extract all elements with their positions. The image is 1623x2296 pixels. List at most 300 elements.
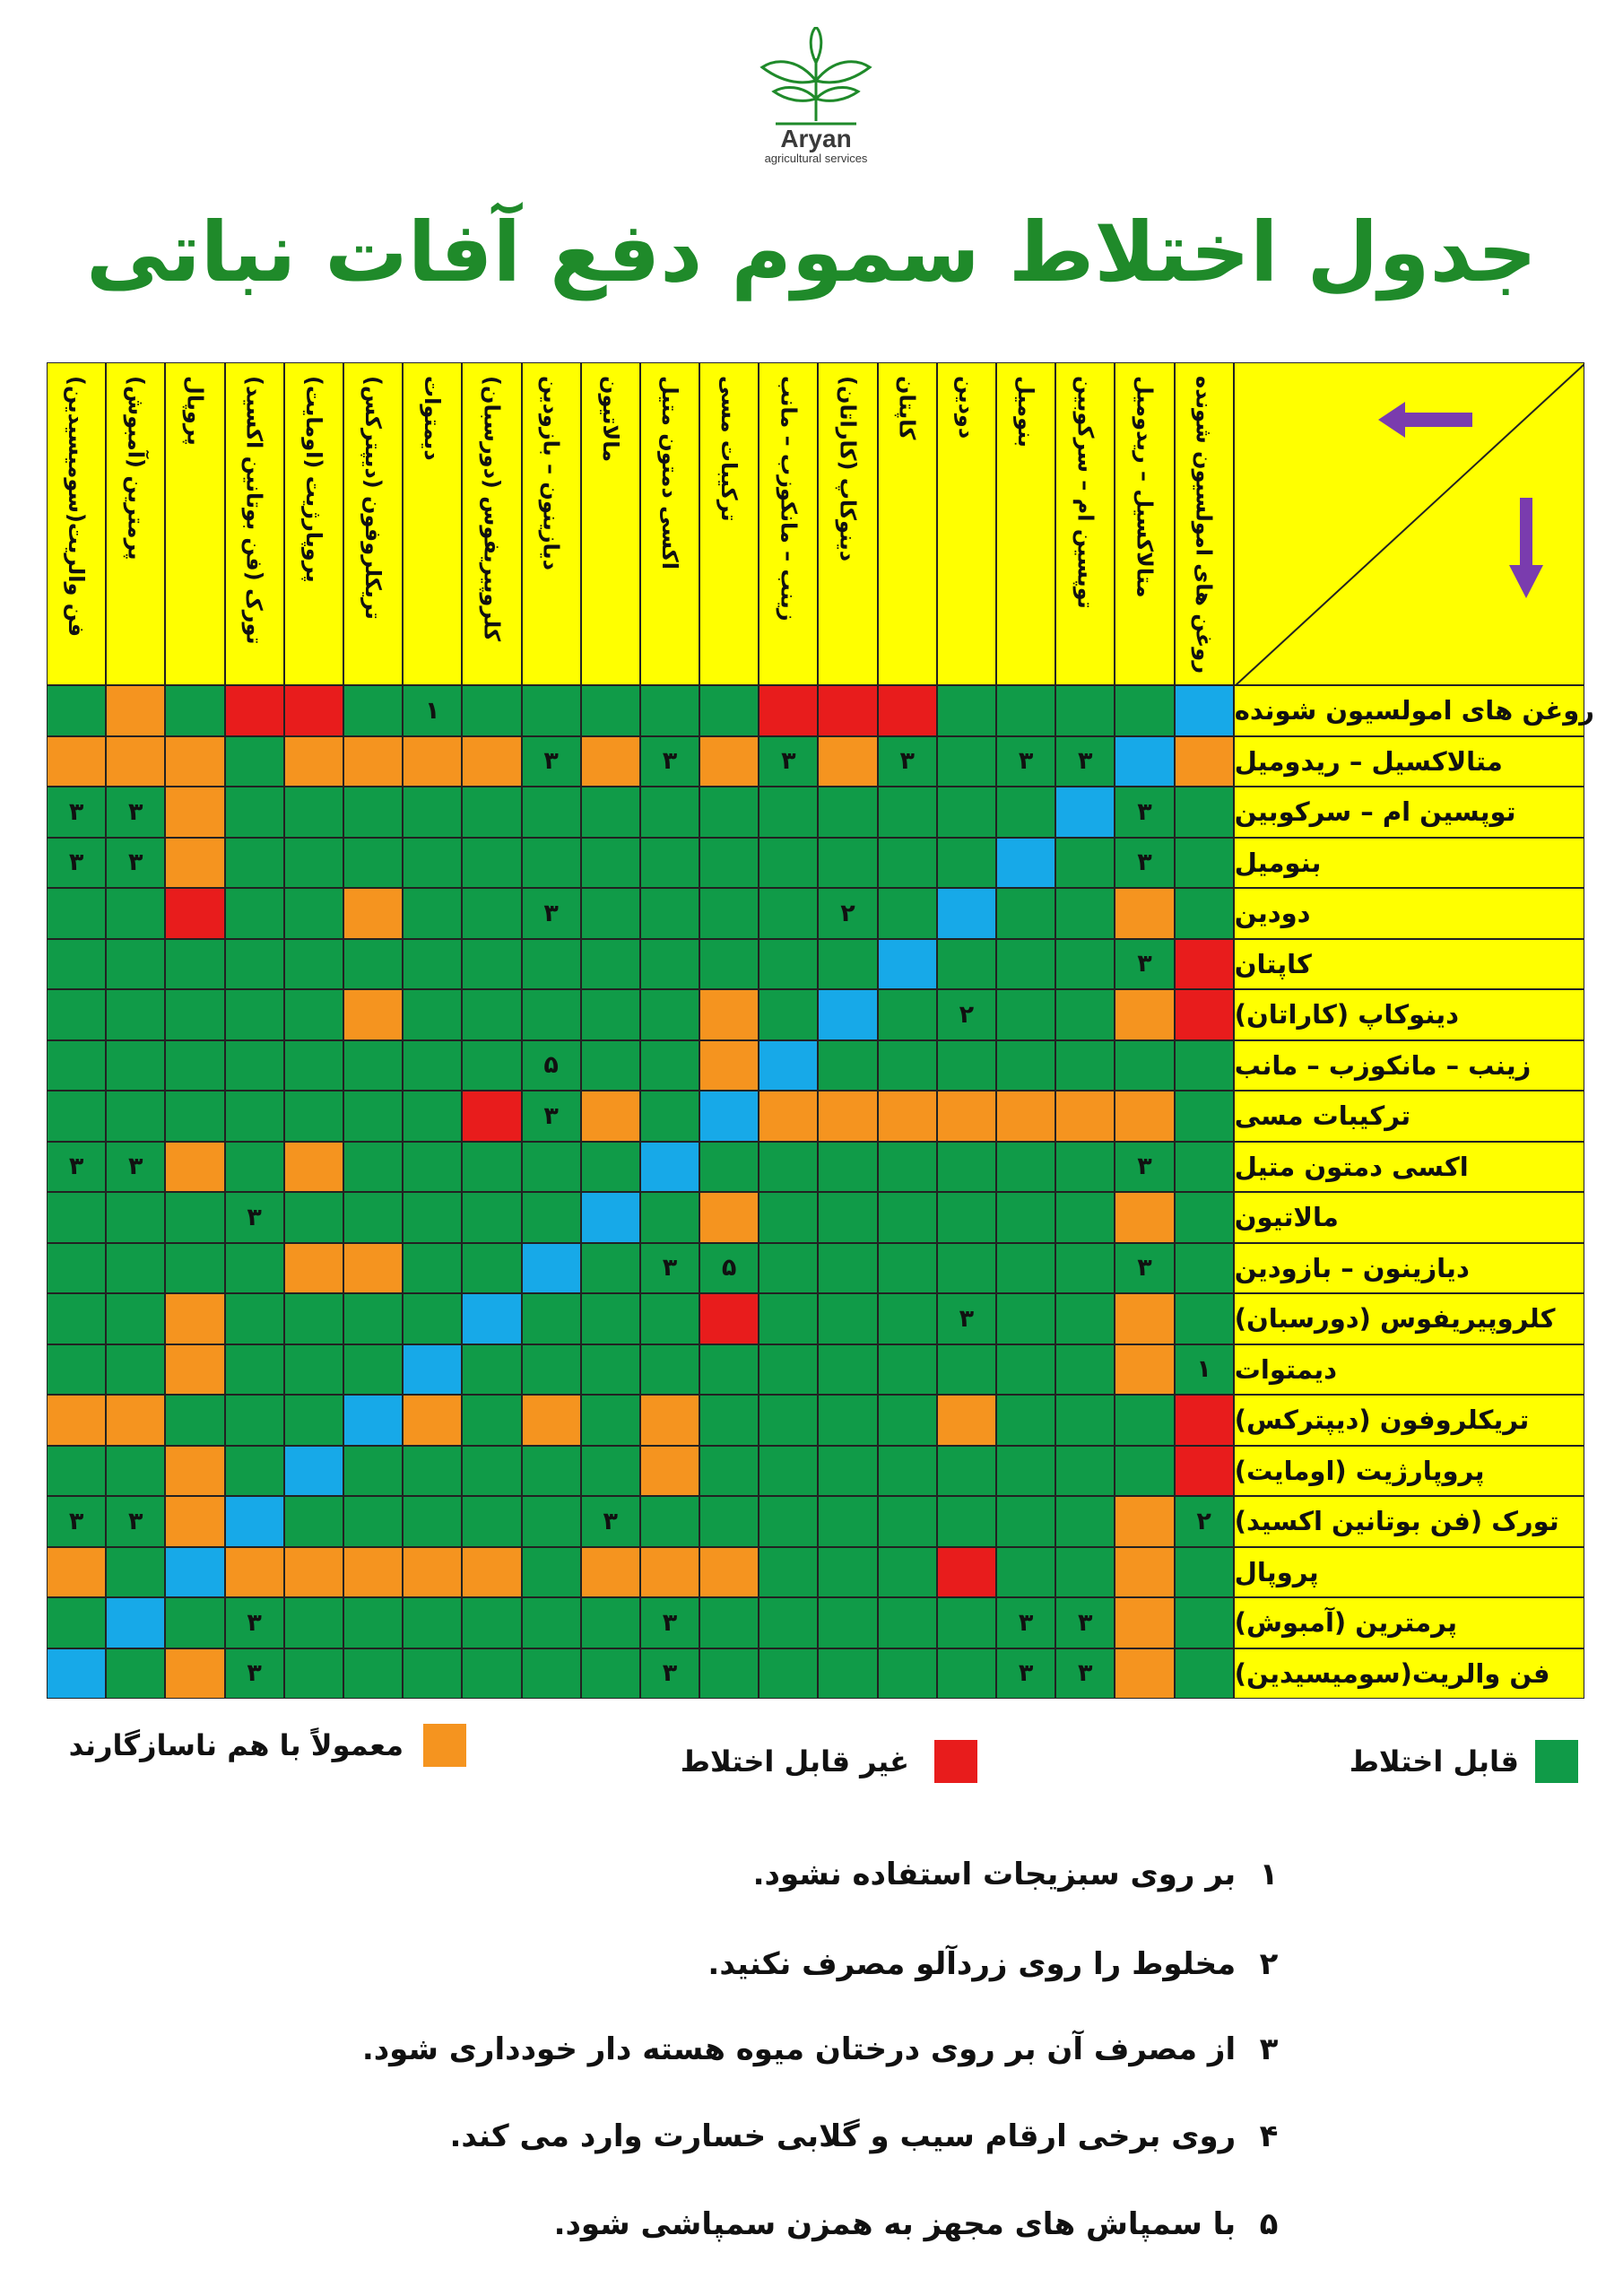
matrix-cell (1175, 989, 1234, 1040)
matrix-cell (522, 1293, 581, 1344)
matrix-cell (640, 736, 699, 787)
matrix-cell (522, 838, 581, 889)
matrix-cell (759, 1344, 818, 1396)
matrix-cell (699, 1293, 759, 1344)
matrix-cell (878, 787, 937, 838)
legend-incompatible (681, 1740, 977, 1783)
matrix-cell (403, 1496, 462, 1547)
matrix-cell (818, 1040, 877, 1091)
matrix-cell (462, 1344, 521, 1396)
row-header: زینب – مانکوزب – مانب (1234, 1040, 1584, 1091)
matrix-cell (106, 1293, 165, 1344)
matrix-cell (47, 1648, 106, 1700)
matrix-cell (640, 1547, 699, 1598)
matrix-cell (225, 1040, 284, 1091)
matrix-cell (165, 1344, 224, 1396)
page-title: جدول اختلاط سموم دفع آفات نباتی (86, 204, 1537, 300)
matrix-cell (699, 1192, 759, 1243)
cell-note-number: ۳ (899, 747, 915, 776)
cell-note-number: ۲ (840, 899, 855, 927)
matrix-cell (581, 1496, 640, 1547)
matrix-cell (343, 1243, 403, 1294)
matrix-cell (937, 989, 996, 1040)
row-header: دودین (1234, 888, 1584, 939)
matrix-cell (1055, 1040, 1115, 1091)
matrix-cell (937, 736, 996, 787)
matrix-cell (937, 1446, 996, 1497)
matrix-cell (47, 736, 106, 787)
column-header-label: روغن های امولسیون شونده (1191, 376, 1217, 674)
matrix-cell (462, 1293, 521, 1344)
matrix-cell (699, 989, 759, 1040)
matrix-cell (640, 685, 699, 736)
matrix-cell (640, 787, 699, 838)
matrix-cell (937, 1597, 996, 1648)
matrix-cell (225, 1091, 284, 1142)
matrix-cell (284, 1091, 343, 1142)
matrix-cell (343, 1091, 403, 1142)
cell-note-number: ۱ (1196, 1355, 1211, 1384)
column-header (165, 362, 224, 685)
matrix-cell (403, 838, 462, 889)
matrix-cell (937, 1547, 996, 1598)
matrix-cell (878, 1040, 937, 1091)
column-header (47, 362, 106, 685)
matrix-cell (1055, 736, 1115, 787)
matrix-cell (284, 1243, 343, 1294)
matrix-cell (699, 1091, 759, 1142)
matrix-cell (522, 736, 581, 787)
matrix-cell (878, 1192, 937, 1243)
cell-note-number: ۳ (662, 1608, 678, 1637)
matrix-cell (878, 838, 937, 889)
matrix-cell (1055, 1192, 1115, 1243)
matrix-cell (996, 989, 1055, 1040)
legend-compatible (1350, 1740, 1578, 1783)
matrix-cell (284, 1395, 343, 1446)
column-header-label: پروپارژیت (اومایت) (300, 376, 326, 583)
matrix-cell (699, 1395, 759, 1446)
matrix-cell (462, 1597, 521, 1648)
note-4 (449, 2118, 1291, 2154)
column-header-label: اکسی دمتون متیل (656, 376, 682, 570)
matrix-cell (1115, 736, 1174, 787)
matrix-cell (522, 1496, 581, 1547)
matrix-cell (1055, 1496, 1115, 1547)
matrix-cell (343, 989, 403, 1040)
matrix-cell (699, 888, 759, 939)
matrix-cell (403, 1142, 462, 1193)
matrix-cell (996, 1142, 1055, 1193)
matrix-cell (699, 1142, 759, 1193)
cell-note-number: ۳ (68, 1507, 84, 1535)
matrix-cell (937, 1040, 996, 1091)
matrix-cell (996, 1293, 1055, 1344)
matrix-cell (996, 888, 1055, 939)
matrix-cell (996, 1344, 1055, 1396)
column-header-label: ترکیبات مسی (716, 376, 742, 522)
matrix-cell (581, 1293, 640, 1344)
matrix-cell (225, 1293, 284, 1344)
matrix-cell (1055, 1344, 1115, 1396)
matrix-cell (462, 1648, 521, 1700)
matrix-cell (818, 1344, 877, 1396)
matrix-cell (937, 939, 996, 990)
matrix-cell (403, 1192, 462, 1243)
matrix-cell (818, 1091, 877, 1142)
matrix-cell (1175, 1446, 1234, 1497)
arrow-left-icon (1378, 402, 1472, 438)
column-header (937, 362, 996, 685)
cell-note-number: ۳ (1137, 1254, 1152, 1283)
matrix-cell (759, 1648, 818, 1700)
note-text: از مصرف آن بر روی درختان میوه هسته دار خودداری شود. (361, 2031, 1237, 2067)
matrix-cell (522, 1192, 581, 1243)
matrix-cell (403, 989, 462, 1040)
matrix-cell (47, 1293, 106, 1344)
matrix-cell (699, 939, 759, 990)
matrix-cell (640, 1344, 699, 1396)
matrix-cell (403, 736, 462, 787)
cell-note-number: ۳ (1137, 1152, 1152, 1181)
row-header: متالاکسیل – ریدومیل (1234, 736, 1584, 787)
matrix-cell (1115, 1040, 1174, 1091)
matrix-cell (937, 1648, 996, 1700)
row-header: ترکیبات مسی (1234, 1091, 1584, 1142)
cell-note-number: ۳ (1078, 747, 1093, 776)
matrix-cell (284, 1597, 343, 1648)
column-header (818, 362, 877, 685)
matrix-cell (522, 989, 581, 1040)
matrix-cell (1115, 787, 1174, 838)
matrix-cell (165, 1142, 224, 1193)
matrix-cell (284, 1142, 343, 1193)
matrix-cell (818, 888, 877, 939)
matrix-cell (1055, 1547, 1115, 1598)
matrix-cell (759, 888, 818, 939)
cell-note-number: ۳ (68, 848, 84, 877)
matrix-cell (1115, 1091, 1174, 1142)
column-header-label: پروپال (182, 376, 208, 446)
matrix-cell (462, 1142, 521, 1193)
matrix-cell (462, 1192, 521, 1243)
matrix-cell (640, 888, 699, 939)
cell-note-number: ۳ (543, 899, 559, 927)
column-header-label: متالاکسیل – ریدومیل (1132, 376, 1158, 598)
matrix-cell (878, 1344, 937, 1396)
matrix-cell (937, 1142, 996, 1193)
matrix-cell (699, 838, 759, 889)
matrix-cell (462, 1446, 521, 1497)
matrix-cell (1055, 1091, 1115, 1142)
matrix-cell (165, 1446, 224, 1497)
matrix-cell (937, 1243, 996, 1294)
matrix-cell (403, 1648, 462, 1700)
matrix-cell (581, 1547, 640, 1598)
matrix-cell (343, 1142, 403, 1193)
note-text: بر روی سبزیجات استفاده نشود. (752, 1857, 1237, 1892)
matrix-cell (759, 1446, 818, 1497)
matrix-cell (47, 1395, 106, 1446)
matrix-cell (462, 1040, 521, 1091)
note-text: مخلوط را روی زردآلو مصرف نکنید. (707, 1946, 1237, 1982)
matrix-cell (581, 888, 640, 939)
matrix-cell (462, 939, 521, 990)
matrix-cell (225, 1496, 284, 1547)
legend-incompatible-swatch (934, 1740, 977, 1783)
matrix-cell (581, 1142, 640, 1193)
note-number: ۲ (1259, 1946, 1279, 1982)
matrix-cell (165, 1395, 224, 1446)
matrix-cell (759, 787, 818, 838)
matrix-cell (284, 1344, 343, 1396)
cell-note-number: ۳ (1078, 1608, 1093, 1637)
matrix-cell (1055, 1648, 1115, 1700)
matrix-cell (1055, 685, 1115, 736)
matrix-cell (1055, 1446, 1115, 1497)
matrix-cell (47, 787, 106, 838)
matrix-cell (1115, 685, 1174, 736)
matrix-cell (640, 939, 699, 990)
column-header-label: دینوکاپ (کاراتان) (835, 376, 861, 562)
arrow-down-icon (1509, 498, 1543, 598)
matrix-cell (759, 1395, 818, 1446)
matrix-cell (343, 1293, 403, 1344)
matrix-cell (284, 685, 343, 736)
column-header-label: فن والریت(سومیسیدین) (64, 376, 90, 638)
matrix-cell (699, 1648, 759, 1700)
matrix-cell (106, 1496, 165, 1547)
matrix-cell (878, 1597, 937, 1648)
matrix-cell (996, 1395, 1055, 1446)
column-header (462, 362, 521, 685)
row-header: فن والریت(سومیسیدین) (1234, 1648, 1584, 1700)
matrix-cell (165, 1040, 224, 1091)
matrix-cell (878, 1243, 937, 1294)
matrix-cell (462, 1091, 521, 1142)
cell-note-number: ۵ (721, 1254, 737, 1283)
matrix-cell (937, 1395, 996, 1446)
cell-note-number: ۲ (1196, 1507, 1211, 1535)
matrix-cell (225, 1192, 284, 1243)
matrix-cell (1175, 1040, 1234, 1091)
matrix-cell (284, 888, 343, 939)
legend-usually-incompatible-label: معمولاً با هم ناسازگارند (68, 1728, 404, 1762)
matrix-cell (1055, 888, 1115, 939)
column-header (343, 362, 403, 685)
cell-note-number: ۳ (68, 797, 84, 826)
cell-note-number: ۳ (1137, 797, 1152, 826)
matrix-cell (343, 1597, 403, 1648)
matrix-cell (284, 989, 343, 1040)
matrix-cell (640, 1648, 699, 1700)
matrix-cell (759, 685, 818, 736)
matrix-cell (225, 1243, 284, 1294)
matrix-cell (106, 1344, 165, 1396)
matrix-cell (878, 1142, 937, 1193)
matrix-cell (47, 1192, 106, 1243)
matrix-cell (818, 1395, 877, 1446)
matrix-cell (462, 1547, 521, 1598)
matrix-cell (165, 1192, 224, 1243)
matrix-cell (581, 1395, 640, 1446)
matrix-cell (1055, 1142, 1115, 1193)
matrix-cell (165, 685, 224, 736)
matrix-cell (225, 1597, 284, 1648)
matrix-cell (581, 1192, 640, 1243)
matrix-cell (225, 1446, 284, 1497)
matrix-cell (106, 1446, 165, 1497)
matrix-cell (937, 1496, 996, 1547)
matrix-cell (818, 989, 877, 1040)
cell-note-number: ۳ (247, 1203, 262, 1231)
matrix-cell (878, 989, 937, 1040)
matrix-cell (996, 1091, 1055, 1142)
matrix-cell (106, 1142, 165, 1193)
matrix-cell (1055, 1243, 1115, 1294)
column-header (403, 362, 462, 685)
matrix-cell (106, 838, 165, 889)
cell-note-number: ۳ (128, 1152, 143, 1181)
cell-note-number: ۳ (1018, 747, 1034, 776)
matrix-cell (581, 1040, 640, 1091)
matrix-cell (522, 888, 581, 939)
column-header (581, 362, 640, 685)
legend-compatible-label: قابل اختلاط (1349, 1744, 1519, 1779)
matrix-cell (284, 1040, 343, 1091)
matrix-cell (1115, 1597, 1174, 1648)
row-header: تریکلروفون (دیپترکس) (1234, 1395, 1584, 1446)
matrix-cell (581, 939, 640, 990)
matrix-cell (1115, 1293, 1174, 1344)
matrix-cell (165, 1293, 224, 1344)
matrix-cell (878, 1395, 937, 1446)
matrix-cell (699, 1597, 759, 1648)
row-header: تورک (فن بوتانین اکسید) (1234, 1496, 1584, 1547)
matrix-cell (878, 1496, 937, 1547)
matrix-cell (699, 1344, 759, 1396)
matrix-cell (284, 939, 343, 990)
matrix-cell (225, 787, 284, 838)
note-number: ۵ (1259, 2206, 1279, 2242)
matrix-cell (581, 1597, 640, 1648)
matrix-cell (996, 1446, 1055, 1497)
column-header-label: پرمترین (آمبوش) (123, 376, 149, 561)
matrix-cell (818, 838, 877, 889)
row-header: توپسین ام – سرکوبین (1234, 787, 1584, 838)
matrix-cell (581, 1648, 640, 1700)
column-header (1055, 362, 1115, 685)
matrix-cell (47, 1091, 106, 1142)
row-header: دیازینون – بازودین (1234, 1243, 1584, 1294)
cell-note-number: ۳ (128, 1507, 143, 1535)
matrix-cell (106, 685, 165, 736)
matrix-cell (165, 736, 224, 787)
matrix-cell (818, 1243, 877, 1294)
matrix-cell (1115, 838, 1174, 889)
matrix-cell (699, 1547, 759, 1598)
matrix-cell (1115, 1192, 1174, 1243)
cell-note-number: ۳ (603, 1507, 619, 1535)
matrix-cell (699, 1446, 759, 1497)
matrix-cell (759, 736, 818, 787)
matrix-cell (640, 1142, 699, 1193)
matrix-cell (937, 888, 996, 939)
matrix-cell (106, 1597, 165, 1648)
matrix-cell (699, 685, 759, 736)
matrix-cell (878, 685, 937, 736)
matrix-cell (403, 1395, 462, 1446)
matrix-cell (343, 1395, 403, 1446)
column-header-label: دودین (953, 376, 979, 439)
matrix-cell (462, 787, 521, 838)
matrix-cell (106, 1040, 165, 1091)
matrix-cell (106, 1243, 165, 1294)
matrix-cell (996, 1243, 1055, 1294)
matrix-cell (522, 787, 581, 838)
column-header (699, 362, 759, 685)
matrix-cell (106, 1192, 165, 1243)
matrix-cell (462, 736, 521, 787)
matrix-cell (1055, 939, 1115, 990)
matrix-cell (1175, 736, 1234, 787)
sprout-icon (758, 27, 874, 126)
matrix-cell (1175, 1293, 1234, 1344)
matrix-cell (284, 1547, 343, 1598)
matrix-cell (47, 989, 106, 1040)
matrix-cell (165, 1547, 224, 1598)
matrix-cell (47, 1597, 106, 1648)
column-header-label: زینب – مانکوزب – مانب (776, 376, 802, 622)
matrix-cell (1175, 939, 1234, 990)
matrix-cell (640, 1040, 699, 1091)
matrix-cell (225, 1395, 284, 1446)
row-header: اکسی دمتون متیل (1234, 1142, 1584, 1193)
matrix-cell (343, 1648, 403, 1700)
cell-note-number: ۱ (424, 696, 440, 725)
cell-note-number: ۳ (543, 747, 559, 776)
matrix-cell (1055, 787, 1115, 838)
matrix-cell (818, 1496, 877, 1547)
matrix-cell (640, 1192, 699, 1243)
matrix-cell (640, 1243, 699, 1294)
matrix-cell (106, 736, 165, 787)
matrix-cell (1055, 989, 1115, 1040)
matrix-cell (640, 1446, 699, 1497)
matrix-cell (1175, 685, 1234, 736)
matrix-cell (759, 838, 818, 889)
column-header (1115, 362, 1174, 685)
matrix-cell (937, 685, 996, 736)
matrix-cell (759, 1091, 818, 1142)
matrix-cell (937, 1091, 996, 1142)
row-header: پرمترین (آمبوش) (1234, 1597, 1584, 1648)
matrix-cell (225, 736, 284, 787)
cell-note-number: ۳ (959, 1304, 975, 1333)
matrix-cell (878, 888, 937, 939)
legend-usually-incompatible (69, 1724, 466, 1767)
matrix-cell (1055, 1597, 1115, 1648)
cell-note-number: ۳ (662, 1659, 678, 1688)
row-header: پروپال (1234, 1547, 1584, 1598)
matrix-cell (1115, 939, 1174, 990)
matrix-cell (1115, 1648, 1174, 1700)
matrix-cell (47, 939, 106, 990)
column-header-label: بنومیل (1013, 376, 1039, 448)
matrix-cell (47, 1496, 106, 1547)
matrix-cell (699, 1243, 759, 1294)
matrix-cell (106, 787, 165, 838)
